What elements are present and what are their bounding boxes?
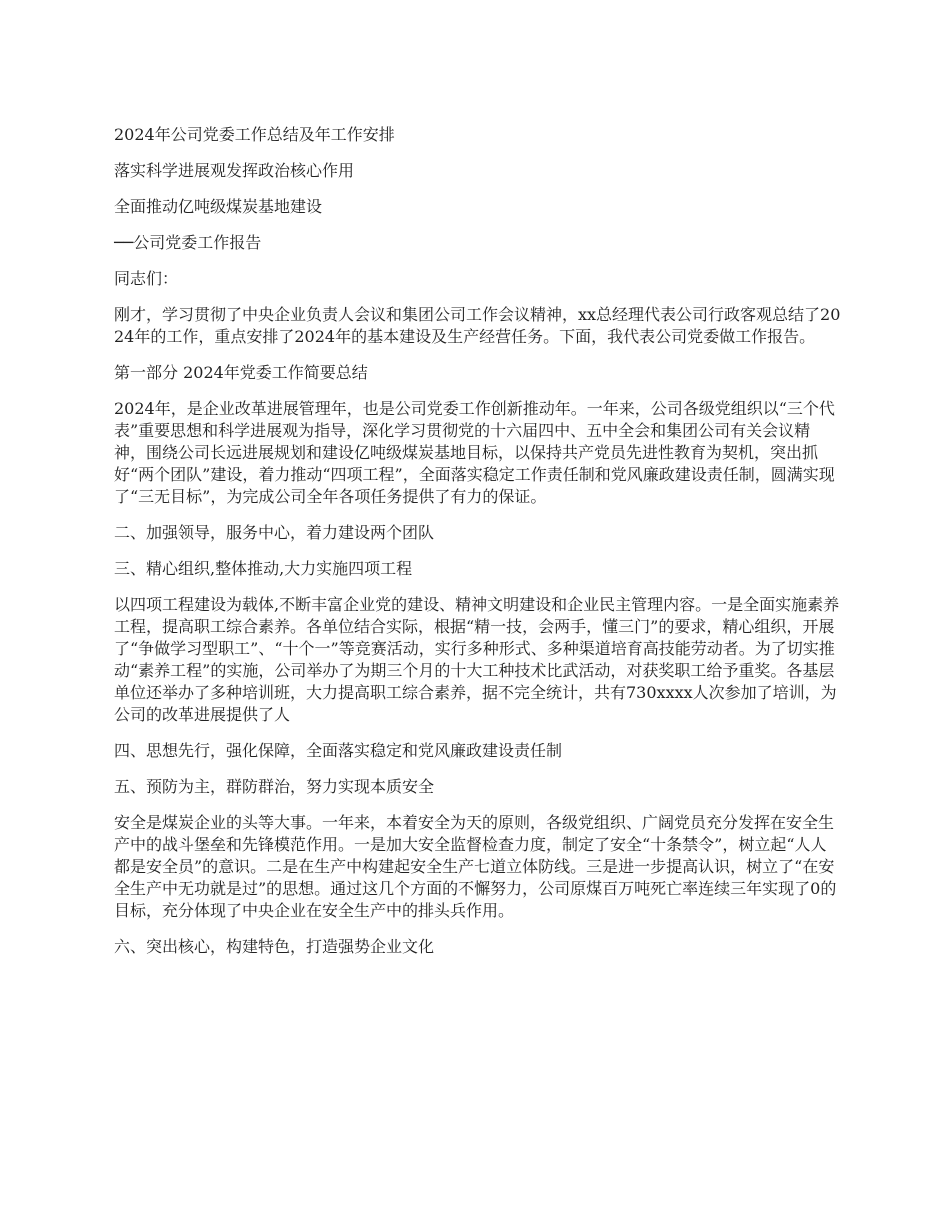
section4-heading: 四、思想先行，强化保障，全面落实稳定和党风廉政建设责任制 <box>114 741 563 760</box>
section5-paragraph: 安全是煤炭企业的头等大事。一年来，本着安全为天的原则，各级党组织、广阔党员充分发挥在安全生产中的战斗堡垒和先锋模范作用。一是加大安全监督检查力度，制定了安全“十条禁令”，树立起“人人都是安全员”的意识。二是在生产中构建起安全生产七道立体防线。三是进一步提高认识，树立了“在安全生产中无功就是过”的思想。通过这几个方面的不懈努力，公司原煤百万吨死亡率连续三年实现了0的目标，充分体现了中央企业在安全生产中的排头兵作用。 <box>114 813 837 920</box>
document-title: 2024年公司党委工作总结及年工作安排 <box>114 125 395 144</box>
document-body <box>114 124 842 972</box>
document-subtitle-2: 全面推动亿吨级煤炭基地建设 <box>114 197 323 216</box>
part1-heading: 第一部分 2024年党委工作简要总结 <box>114 363 368 382</box>
section5-heading: 五、预防为主，群防群治，努力实现本质安全 <box>114 777 435 796</box>
section3-heading: 三、精心组织,整体推动,大力实施四项工程 <box>114 559 413 578</box>
salutation: 同志们： <box>114 269 179 288</box>
section2-heading: 二、加强领导，服务中心，着力建设两个团队 <box>114 523 435 542</box>
document-subtitle-3: ──公司党委工作报告 <box>114 233 262 252</box>
section3-paragraph: 以四项工程建设为载体,不断丰富企业党的建设、精神文明建设和企业民主管理内容。一是全面实施素养工程，提高职工综合素养。各单位结合实际，根据“精一技，会两手，懂三门”的要求，精心组织，开展了“争做学习型职工”、“十个一”等竞赛活动，实行多种形式、多种渠道培育高技能劳动者。为了切实推动“素养工程”的实施，公司举办了为期三个月的十大工种技术比武活动，对获奖职工给予重奖。各基层单位还举办了多种培训班，大力提高职工综合素养，据不完全统计，共有730xxxx人次参加了培训，为公司的改革进展提供了人 <box>114 595 840 724</box>
section6-heading: 六、突出核心，构建特色，打造强势企业文化 <box>114 937 435 956</box>
intro-paragraph: 刚才，学习贯彻了中央企业负责人会议和集团公司工作会议精神，xx总经理代表公司行政客观总结了2024年的工作，重点安排了2024年的基本建设及生产经营任务。下面，我代表公司党委做工作报告。 <box>114 305 841 346</box>
document-subtitle-1: 落实科学进展观发挥政治核心作用 <box>114 161 355 180</box>
part1-paragraph: 2024年，是企业改革进展管理年，也是公司党委工作创新推动年。一年来，公司各级党组织以“三个代表”重要思想和科学进展观为指导，深化学习贯彻党的十六届四中、五中全会和集团公司有关会议精神，围绕公司长远进展规划和建设亿吨级煤炭基地目标，以保持共产党员先进性教育为契机，突出抓好“两个团队”建设，着力推动“四项工程”，全面落实稳定工作责任制和党风廉政建设责任制，圆满实现了“三无目标”，为完成公司全年各项任务提供了有力的保证。 <box>114 399 835 506</box>
